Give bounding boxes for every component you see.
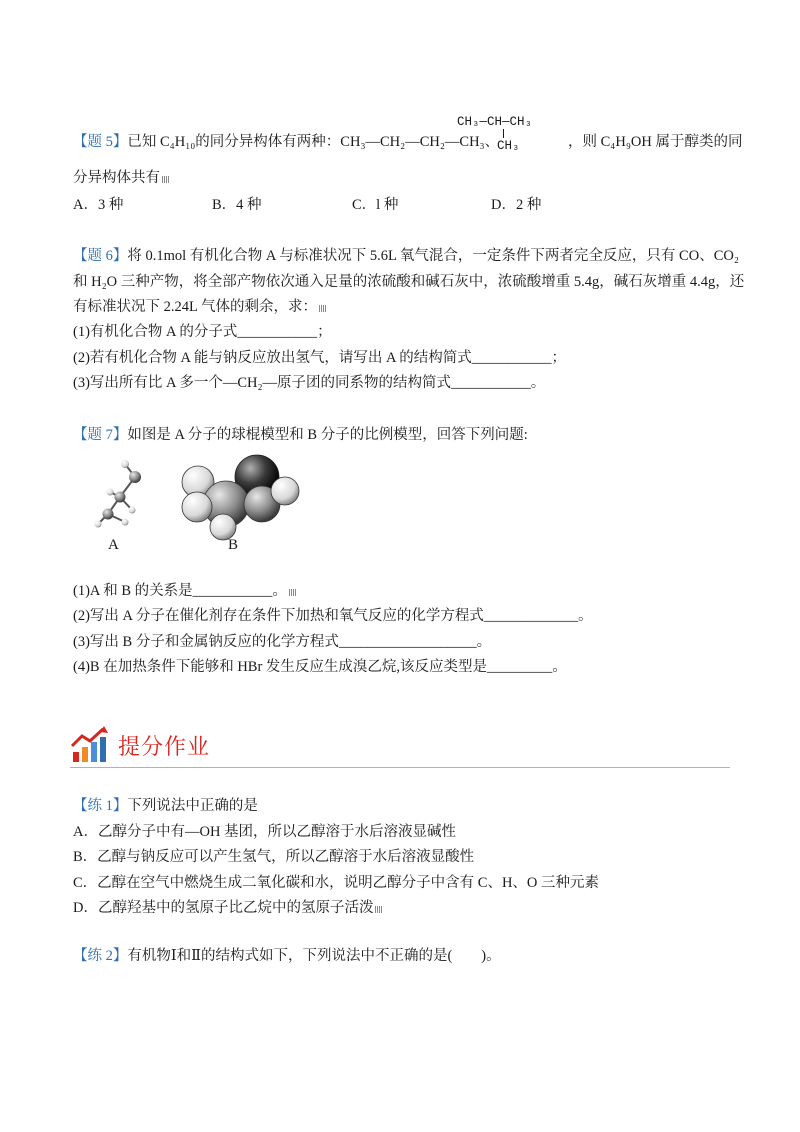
chart-trend-icon xyxy=(70,726,110,764)
q5-option-a: A．3 种 xyxy=(73,197,124,213)
q5-option-c: C．l 种 xyxy=(352,197,399,213)
q5-text-b: ，则 C₄H₉OH 属于醇类的同 xyxy=(568,134,743,150)
q5-text-a: 已知 C₄H₁₀的同分异构体有两种：CH₃—CH₂—CH₂—CH₃、 xyxy=(127,134,500,150)
isobutane-top: CH₃—CH—CH₃ xyxy=(457,115,533,129)
p1-option-d xyxy=(73,898,382,918)
p1-line1 xyxy=(73,796,258,816)
model-b-label: B xyxy=(228,537,239,553)
p1-line1-text: 下列说法中正确的是 xyxy=(127,798,258,814)
p1-option-b: B．乙醇与钠反应可以产生氢气，所以乙醇溶于水后溶液显酸性 xyxy=(73,849,475,865)
isobutane-branch: CH₃ xyxy=(497,139,520,153)
q7-sub2: (2)写出 A 分子在催化剂存在条件下加热和氧气反应的化学方程式_____________。 xyxy=(73,608,593,624)
mark-icon xyxy=(289,589,296,596)
q6-line3-text: 有标准状况下 2.24L 气体的剩余，求： xyxy=(73,299,317,315)
q6-line1-text: 将 0.1mol 有机化合物 A 与标准状况下 5.6L 氧气混合，一定条件下两者完全反应，只有 CO、CO₂ xyxy=(127,248,739,264)
q7-sub3: (3)写出 B 分子和金属钠反应的化学方程式___________________。 xyxy=(73,634,492,650)
q6-sub1: (1)有机化合物 A 的分子式___________； xyxy=(73,324,332,340)
q7-sub1 xyxy=(73,581,296,601)
q5-option-d: D．2 种 xyxy=(491,197,542,213)
mark-icon xyxy=(162,176,169,183)
q7-sub1-text: (1)A 和 B 的关系是___________。 xyxy=(73,583,287,599)
q6-tag: 【题 6】 xyxy=(73,248,128,264)
q6-line2: 和 H₂O 三种产物，将全部产物依次通入足量的浓硫酸和碱石灰中，浓硫酸增重 5.4g，碱石灰增重 4.4g，还 xyxy=(73,274,745,290)
isobutane-structure xyxy=(457,115,533,153)
q7-line1-text: 如图是 A 分子的球棍模型和 B 分子的比例模型，回答下列问题: xyxy=(127,427,528,443)
p1-option-d-text: D．乙醇羟基中的氢原子比乙烷中的氢原子活泼 xyxy=(73,900,374,916)
q6-sub3: (3)写出所有比 A 多一个—CH₂—原子团的同系物的结构简式___________。 xyxy=(73,375,546,391)
q5-tag: 【题 5】 xyxy=(73,134,128,150)
p2-line1-text: 有机物Ⅰ和Ⅱ的结构式如下，下列说法中不正确的是( )。 xyxy=(127,948,501,964)
q5-line2 xyxy=(73,168,169,188)
ball-stick-model-a xyxy=(95,460,142,528)
p1-option-c: C．乙醇在空气中燃烧生成二氧化碳和水，说明乙醇分子中含有 C、H、O 三种元素 xyxy=(73,875,600,891)
q7-tag: 【题 7】 xyxy=(73,427,128,443)
p2-tag: 【练 2】 xyxy=(73,948,128,964)
section-divider xyxy=(70,767,730,768)
q6-line1 xyxy=(73,246,739,266)
q5-line2-text: 分异构体共有 xyxy=(73,170,160,186)
p1-option-a: A．乙醇分子中有—OH 基团，所以乙醇溶于水后溶液显碱性 xyxy=(73,824,457,840)
p2-line1 xyxy=(73,946,501,966)
q7-sub4: (4)B 在加热条件下能够和 HBr 发生反应生成溴乙烷,该反应类型是_________。 xyxy=(73,659,567,675)
isobutane-bond xyxy=(503,129,504,138)
mark-icon xyxy=(319,305,326,312)
space-filling-model-b xyxy=(182,455,299,540)
section-title: 提分作业 xyxy=(118,735,211,760)
model-a-label: A xyxy=(108,537,119,553)
mark-icon xyxy=(375,906,382,913)
q5-option-b: B．4 种 xyxy=(212,197,262,213)
q5-line1 xyxy=(73,132,499,152)
q7-line1 xyxy=(73,425,528,445)
p1-tag: 【练 1】 xyxy=(73,798,128,814)
q6-sub2: (2)若有机化合物 A 能与钠反应放出氢气，请写出 A 的结构简式___________； xyxy=(73,350,566,366)
q6-line3 xyxy=(73,297,326,317)
